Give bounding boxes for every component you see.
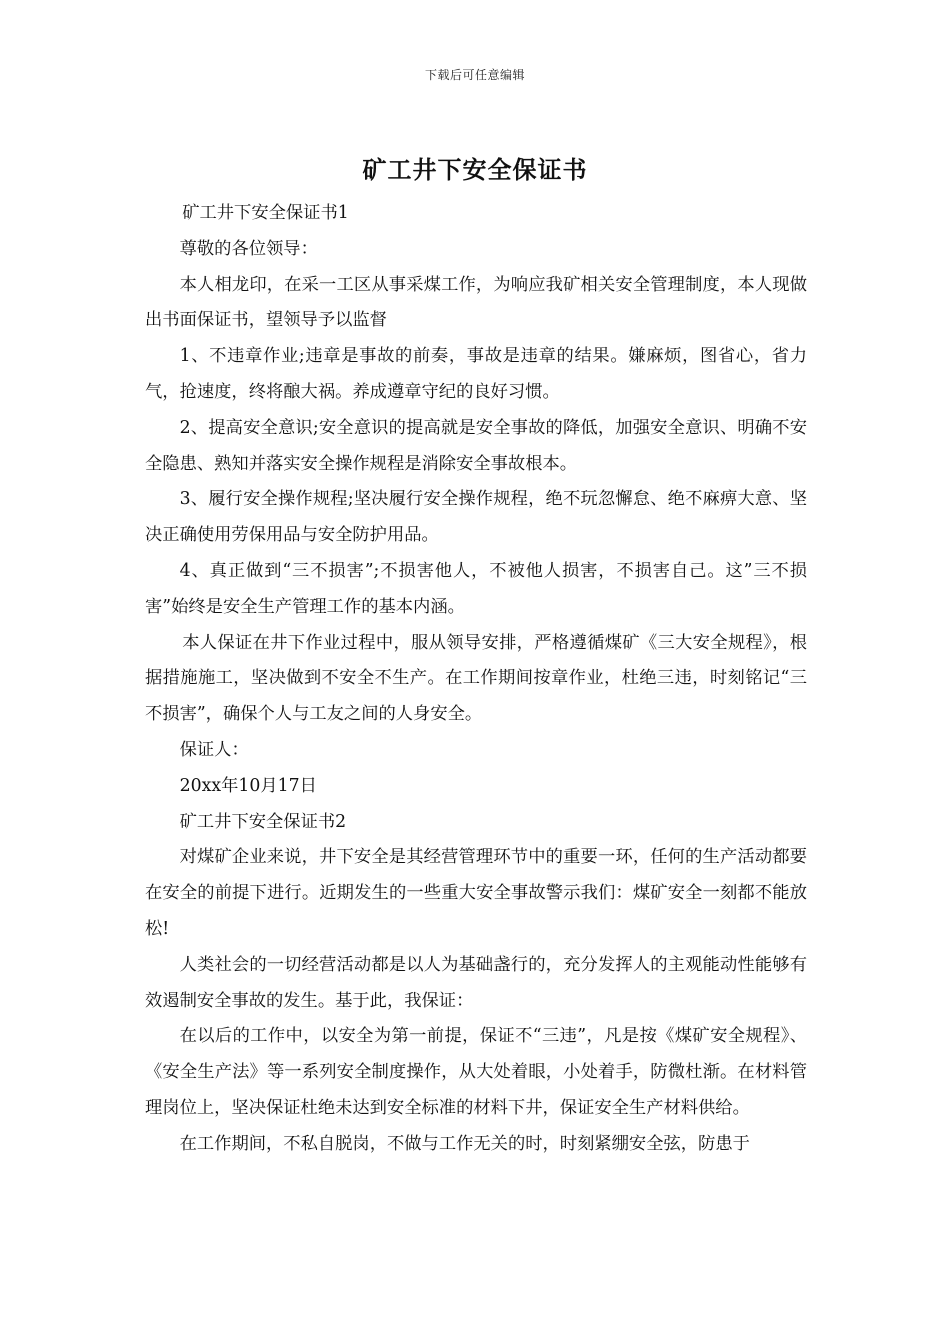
section-heading-1: 矿工井下安全保证书1	[182, 203, 349, 223]
signature-label: 保证人：	[179, 739, 249, 760]
paragraph-item-1: 1、不违章作业;违章是事故的前奏，事故是违章的结果。嫌麻烦，图省心，省力气，抢速度，终将酿大祸。养成遵章守纪的良好习惯。	[145, 346, 807, 402]
document-body	[145, 196, 807, 1163]
document-title: 矿工井下安全保证书	[362, 155, 588, 184]
salutation: 尊敬的各位领导：	[179, 238, 318, 259]
header-note: 下载后可任意编辑	[424, 68, 525, 82]
paragraph-item-4: 4、真正做到“三不损害”;不损害他人，不被他人损害，不损害自己。这”三不损害”始终是安全生产管理工作的基本内涵。	[145, 560, 807, 617]
paragraph-item-2: 2、提高安全意识;安全意识的提高就是安全事故的降低，加强安全意识、明确不安全隐患、熟知并落实安全操作规程是消除安全事故根本。	[145, 417, 807, 474]
paragraph-basis: 人类社会的一切经营活动都是以人为基础盏行的，充分发挥人的主观能动性能够有效遏制安全事故的发生。基于此，我保证：	[145, 954, 807, 1011]
paragraph-item-3: 3、履行安全操作规程;坚决履行安全操作规程，绝不玩忽懈怠、绝不麻痹大意、坚决正确使用劳保用品与安全防护用品。	[145, 489, 807, 546]
signature-date: 20xx年10月17日	[179, 775, 317, 796]
section-heading-2: 矿工井下安全保证书2	[179, 811, 347, 832]
paragraph-pledge: 本人保证在井下作业过程中，服从领导安排，严格遵循煤矿《三大安全规程》，根据措施施工，坚决做到不安全不生产。在工作期间按章作业，杜绝三违，时刻铭记“三不损害”，确保个人与工友之间的人身安全。	[145, 632, 807, 725]
paragraph-context: 对煤矿企业来说，井下安全是其经营管理环节中的重要一环，任何的生产活动都要在安全的前提下进行。近期发生的一些重大安全事故警示我们：煤矿安全一刻都不能放松!	[145, 847, 807, 939]
paragraph-duty: 在工作期间，不私自脱岗，不做与工作无关的时，时刻紧绷安全弦，防患于	[179, 1133, 750, 1154]
paragraph-intro: 本人相龙印，在采一工区从事采煤工作，为响应我矿相关安全管理制度，本人现做出书面保证书，望领导予以监督	[145, 274, 807, 331]
paragraph-commitment: 在以后的工作中，以安全为第一前提，保证不“三违”，凡是按《煤矿安全规程》、《安全生产法》等一系列安全制度操作，从大处着眼，小处着手，防微杜渐。在材料管理岗位上，坚决保证杜绝未达到安全标准的材料下井，保证安全生产材料供给。	[145, 1026, 807, 1118]
